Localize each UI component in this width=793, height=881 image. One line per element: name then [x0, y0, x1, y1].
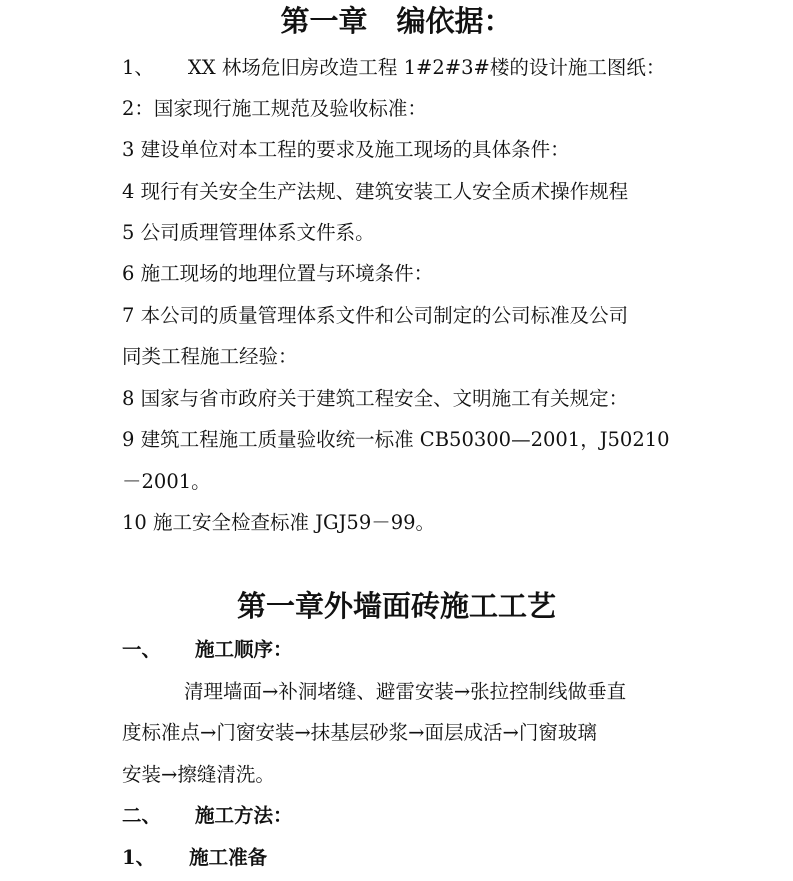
- basis-item-1-number: 1、: [122, 56, 154, 79]
- section-sequence-heading: [122, 638, 293, 662]
- basis-item-2: 2：国家现行施工规范及验收标准：: [122, 97, 427, 120]
- basis-item-9: 9 建筑工程施工质量验收统一标准 CB50300—2001，J50210: [122, 428, 670, 451]
- basis-item-1-text: XX 林场危旧房改造工程 1#2#3#楼的设计施工图纸：: [187, 56, 666, 79]
- basis-item-4: 4 现行有关安全生产法规、建筑安装工人安全质术操作规程: [122, 180, 629, 203]
- subsection-preparation-heading: [122, 846, 267, 870]
- basis-item-9-continued: －2001。: [122, 470, 211, 493]
- section-method-number: 二、: [122, 804, 162, 827]
- subsection-preparation-number: 1、: [122, 846, 156, 869]
- sequence-paragraph-line-1: 清理墙面→补洞堵缝、避雷安装→张拉控制线做垂直: [184, 680, 627, 703]
- chapter-1-title: 第一章 编依据：: [280, 4, 513, 38]
- basis-item-1: [122, 56, 665, 80]
- section-sequence-title: 施工顺序：: [195, 638, 293, 661]
- basis-item-8: 8 国家与省市政府关于建筑工程安全、文明施工有关规定：: [122, 387, 629, 410]
- section-sequence-number: 一、: [122, 638, 162, 661]
- basis-item-7: 7 本公司的质量管理体系文件和公司制定的公司标准及公司: [122, 304, 629, 327]
- basis-item-6: 6 施工现场的地理位置与环境条件：: [122, 262, 434, 285]
- basis-item-5: 5 公司质理管理体系文件系。: [122, 221, 375, 244]
- section-method-heading: [122, 804, 293, 828]
- sequence-paragraph-line-3: 安装→擦缝清洗。: [122, 763, 275, 786]
- basis-item-7-continued: 同类工程施工经验：: [122, 345, 298, 368]
- chapter-2-title: 第一章外墙面砖施工工艺: [236, 589, 556, 623]
- basis-item-10: 10 施工安全检查标准 JGJ59－99。: [122, 511, 436, 534]
- sequence-paragraph-line-2: 度标准点→门窗安装→抹基层砂浆→面层成活→门窗玻璃: [122, 721, 597, 744]
- subsection-preparation-title: 施工准备: [189, 846, 268, 869]
- section-method-title: 施工方法：: [195, 804, 293, 827]
- basis-item-3: 3 建设单位对本工程的要求及施工现场的具体条件：: [122, 138, 570, 161]
